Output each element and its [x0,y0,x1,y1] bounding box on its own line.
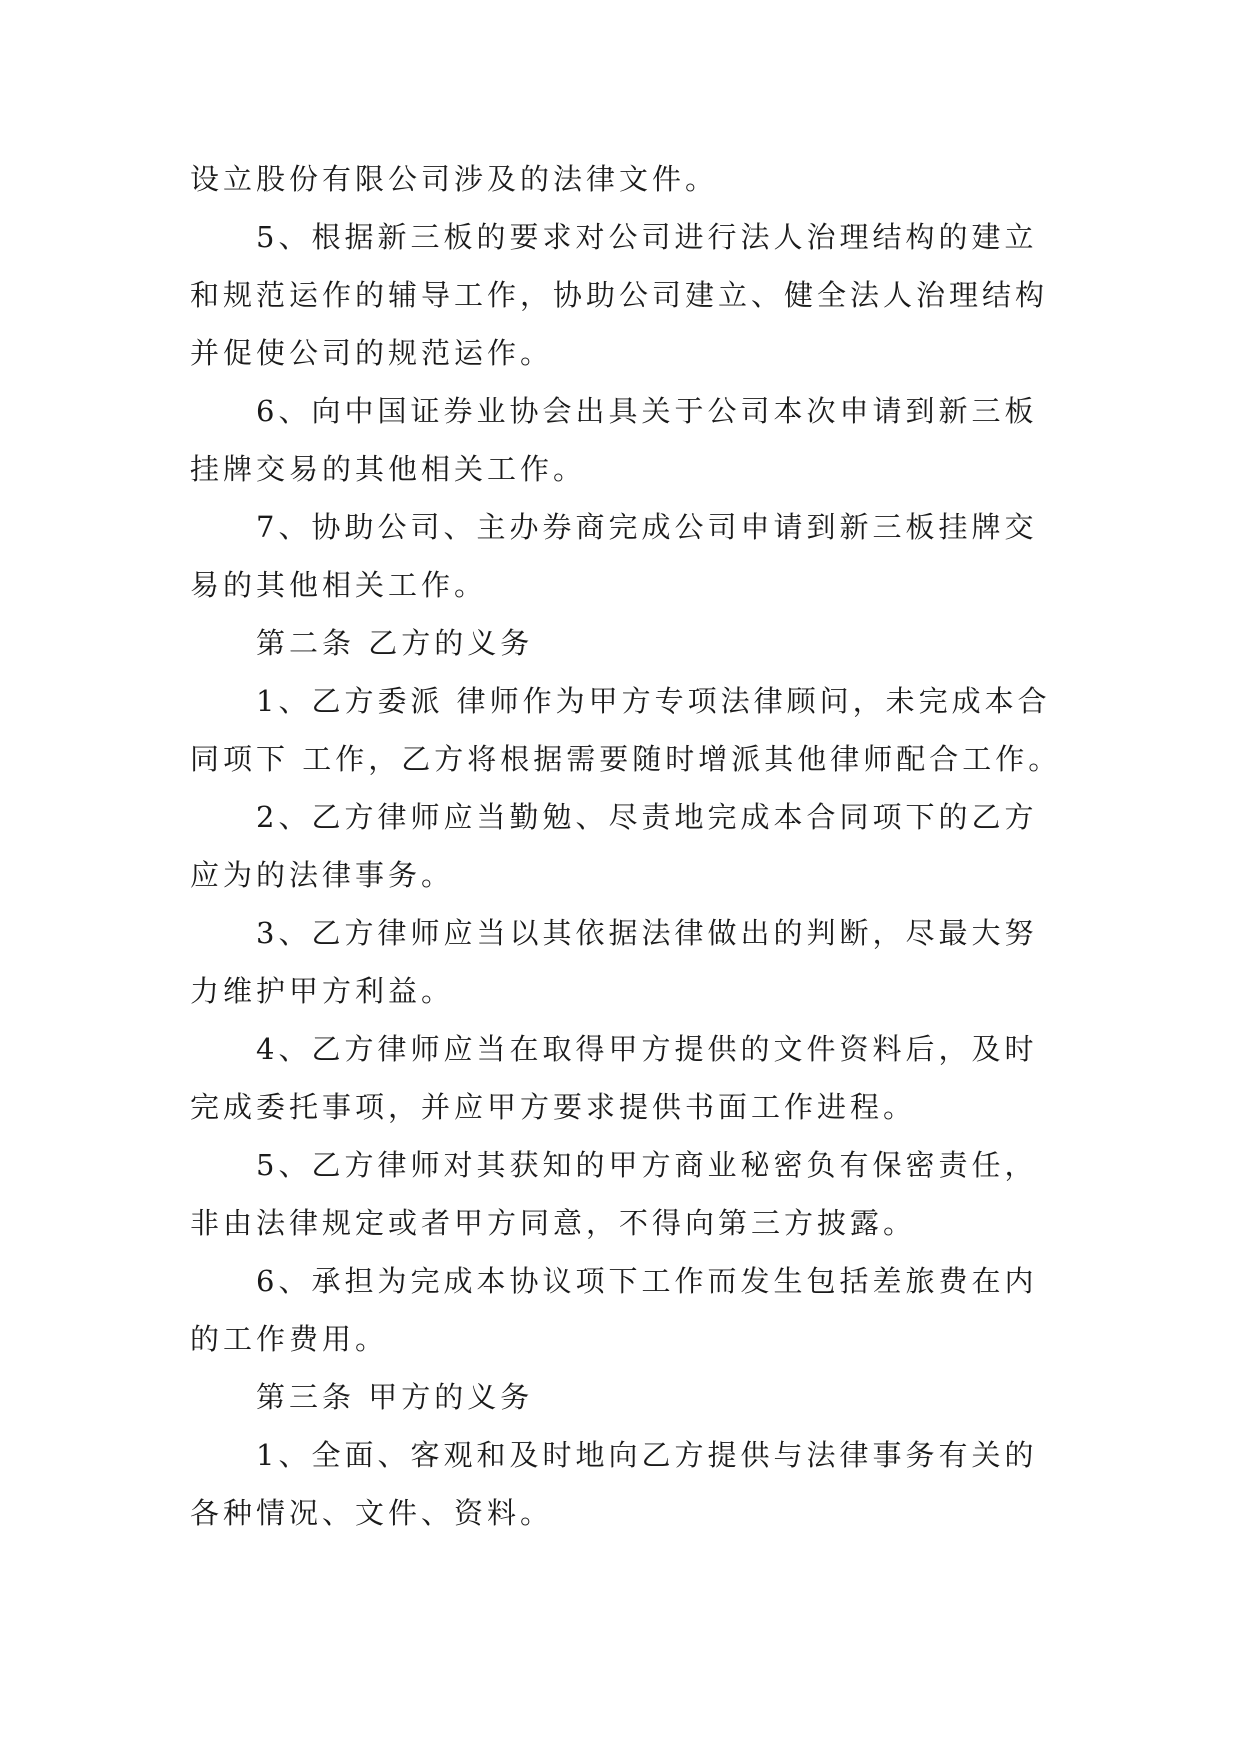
text-line: 的工作费用。 [190,1322,389,1356]
text-line: 应为的法律事务。 [190,858,455,892]
text-line: 7、协助公司、主办券商完成公司申请到新三板挂牌交 [256,510,1038,544]
text-line: 1、乙方委派 律师作为甲方专项法律顾问，未完成本合 [256,684,1051,718]
document-page [190,150,1070,1542]
text-line: 易的其他相关工作。 [190,568,488,602]
text-line: 和规范运作的辅导工作，协助公司建立、健全法人治理结构 [190,278,1049,312]
text-line: 设立股份有限公司涉及的法律文件。 [190,162,719,196]
text-line: 力维护甲方利益。 [190,974,455,1008]
text-line: 同项下 工作，乙方将根据需要随时增派其他律师配合工作。 [190,742,1062,776]
text-line: 并促使公司的规范运作。 [190,336,554,370]
text-line: 6、向中国证券业协会出具关于公司本次申请到新三板 [256,394,1038,428]
text-line: 3、乙方律师应当以其依据法律做出的判断，尽最大努 [256,916,1038,950]
text-line: 6、承担为完成本协议项下工作而发生包括差旅费在内 [256,1264,1038,1298]
section-heading: 第二条 乙方的义务 [256,626,534,660]
text-line: 各种情况、文件、资料。 [190,1496,554,1530]
text-line: 5、乙方律师对其获知的甲方商业秘密负有保密责任， [256,1148,1038,1182]
text-line: 完成委托事项，并应甲方要求提供书面工作进程。 [190,1090,917,1124]
text-line: 非由法律规定或者甲方同意，不得向第三方披露。 [190,1206,917,1240]
text-line: 挂牌交易的其他相关工作。 [190,452,587,486]
section-heading: 第三条 甲方的义务 [256,1380,534,1414]
text-line: 1、全面、客观和及时地向乙方提供与法律事务有关的 [256,1438,1038,1472]
text-line: 4、乙方律师应当在取得甲方提供的文件资料后，及时 [256,1032,1038,1066]
text-line: 5、根据新三板的要求对公司进行法人治理结构的建立 [256,220,1038,254]
text-line: 2、乙方律师应当勤勉、尽责地完成本合同项下的乙方 [256,800,1038,834]
